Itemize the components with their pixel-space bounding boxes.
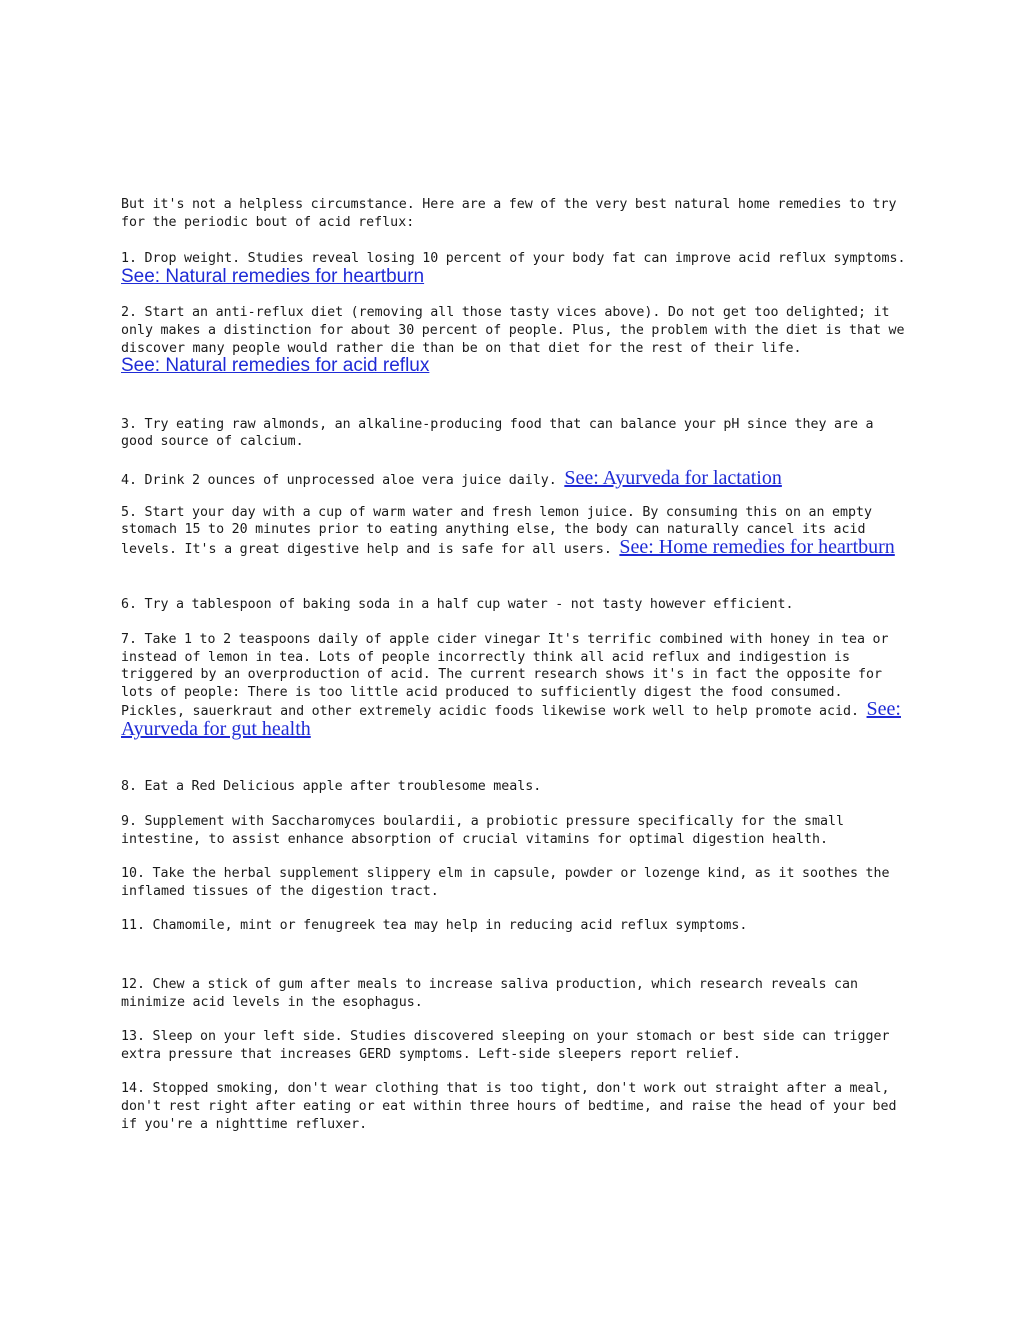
tip-13-paragraph xyxy=(121,1028,906,1063)
heartburn-remedies-link[interactable]: See: Natural remedies for heartburn xyxy=(121,265,425,287)
tip-11-paragraph xyxy=(121,917,906,935)
ayurveda-lactation-link[interactable]: See: Ayurveda for lactation xyxy=(564,466,782,489)
home-remedies-heartburn-link[interactable]: See: Home remedies for heartburn xyxy=(619,535,895,558)
paragraph-text: 12. Chew a stick of gum after meals to increase saliva production, which research reveals can minimize acid levels in the esophagus. xyxy=(121,977,859,1010)
intro-paragraph xyxy=(121,196,906,231)
document-page xyxy=(121,196,906,1133)
ayurveda-gut-health-link[interactable]: See: Ayurveda for gut health xyxy=(121,698,901,740)
tip-6-paragraph xyxy=(121,596,906,614)
tip-12-paragraph xyxy=(121,976,906,1011)
tip-3-paragraph xyxy=(121,416,906,451)
tip-7-paragraph xyxy=(121,631,906,741)
paragraph-text: 14. Stopped smoking, don't wear clothing that is too tight, don't work out straight after a meal, don't rest right after eating or eat within three hours of bedtime, and raise the head of your bed if you're a nighttime refluxer. xyxy=(121,1081,897,1132)
paragraph-text: 10. Take the herbal supplement slippery elm in capsule, powder or lozenge kind, as it soothes the inflamed tissues of the digestion tract. xyxy=(121,866,890,899)
tip-5-paragraph xyxy=(121,504,906,559)
paragraph-text: But it's not a helpless circumstance. Here are a few of the very best natural home remedies to try for the periodic bout of acid reflux: xyxy=(121,197,897,230)
tip-2-paragraph xyxy=(121,304,906,376)
tip-1-paragraph xyxy=(121,250,906,287)
paragraph-text: 5. Start your day with a cup of warm water and fresh lemon juice. By consuming this on an empty stomach 15 to 20 minutes prior to eating anything else, the body can naturally cancel its acid levels. It's a great digestive help and is safe for all users. xyxy=(121,504,873,557)
paragraph-text: 7. Take 1 to 2 teaspoons daily of apple cider vinegar It's terrific combined with honey in tea or instead of lemon in tea. Lots of people incorrectly think all acid reflux and indigestion is triggered by an overproduction of acid. The current research shows it's in fact the opposite for lots of people: There is too little acid produced to sufficiently digest the food consumed. Pickles, sauerkraut and other extremely acidic foods likewise work well to help promote acid. xyxy=(121,631,889,720)
tip-8-paragraph xyxy=(121,778,906,796)
tip-14-paragraph xyxy=(121,1080,906,1133)
paragraph-text: 9. Supplement with Saccharomyces boulardii, a probiotic pressure specifically for the small intestine, to assist enhance absorption of crucial vitamins for optimal digestion health. xyxy=(121,814,844,847)
paragraph-text: 13. Sleep on your left side. Studies discovered sleeping on your stomach or best side can trigger extra pressure that increases GERD symptoms. Left-side sleepers report relief. xyxy=(121,1029,890,1062)
paragraph-text: 1. Drop weight. Studies reveal losing 10 percent of your body fat can improve acid reflux symptoms. xyxy=(121,251,906,267)
paragraph-text: 8. Eat a Red Delicious apple after troublesome meals. xyxy=(121,779,542,795)
paragraph-text: 4. Drink 2 ounces of unprocessed aloe vera juice daily. xyxy=(121,472,557,488)
paragraph-text: 11. Chamomile, mint or fenugreek tea may help in reducing acid reflux symptoms. xyxy=(121,918,748,934)
tip-10-paragraph xyxy=(121,865,906,900)
tip-4-paragraph xyxy=(121,466,906,490)
tip-9-paragraph xyxy=(121,813,906,848)
acid-reflux-remedies-link[interactable]: See: Natural remedies for acid reflux xyxy=(121,355,430,377)
paragraph-text: 2. Start an anti-reflux diet (removing all those tasty vices above). Do not get too delighted; it only makes a distinction for about 30 percent of people. Plus, the problem with the diet is that we discover many people would rather die than be on that diet for the rest of their life. xyxy=(121,305,905,356)
paragraph-text: 6. Try a tablespoon of baking soda in a half cup water - not tasty however efficient. xyxy=(121,597,794,613)
paragraph-text: 3. Try eating raw almonds, an alkaline-producing food that can balance your pH since they are a good source of calcium. xyxy=(121,416,874,450)
